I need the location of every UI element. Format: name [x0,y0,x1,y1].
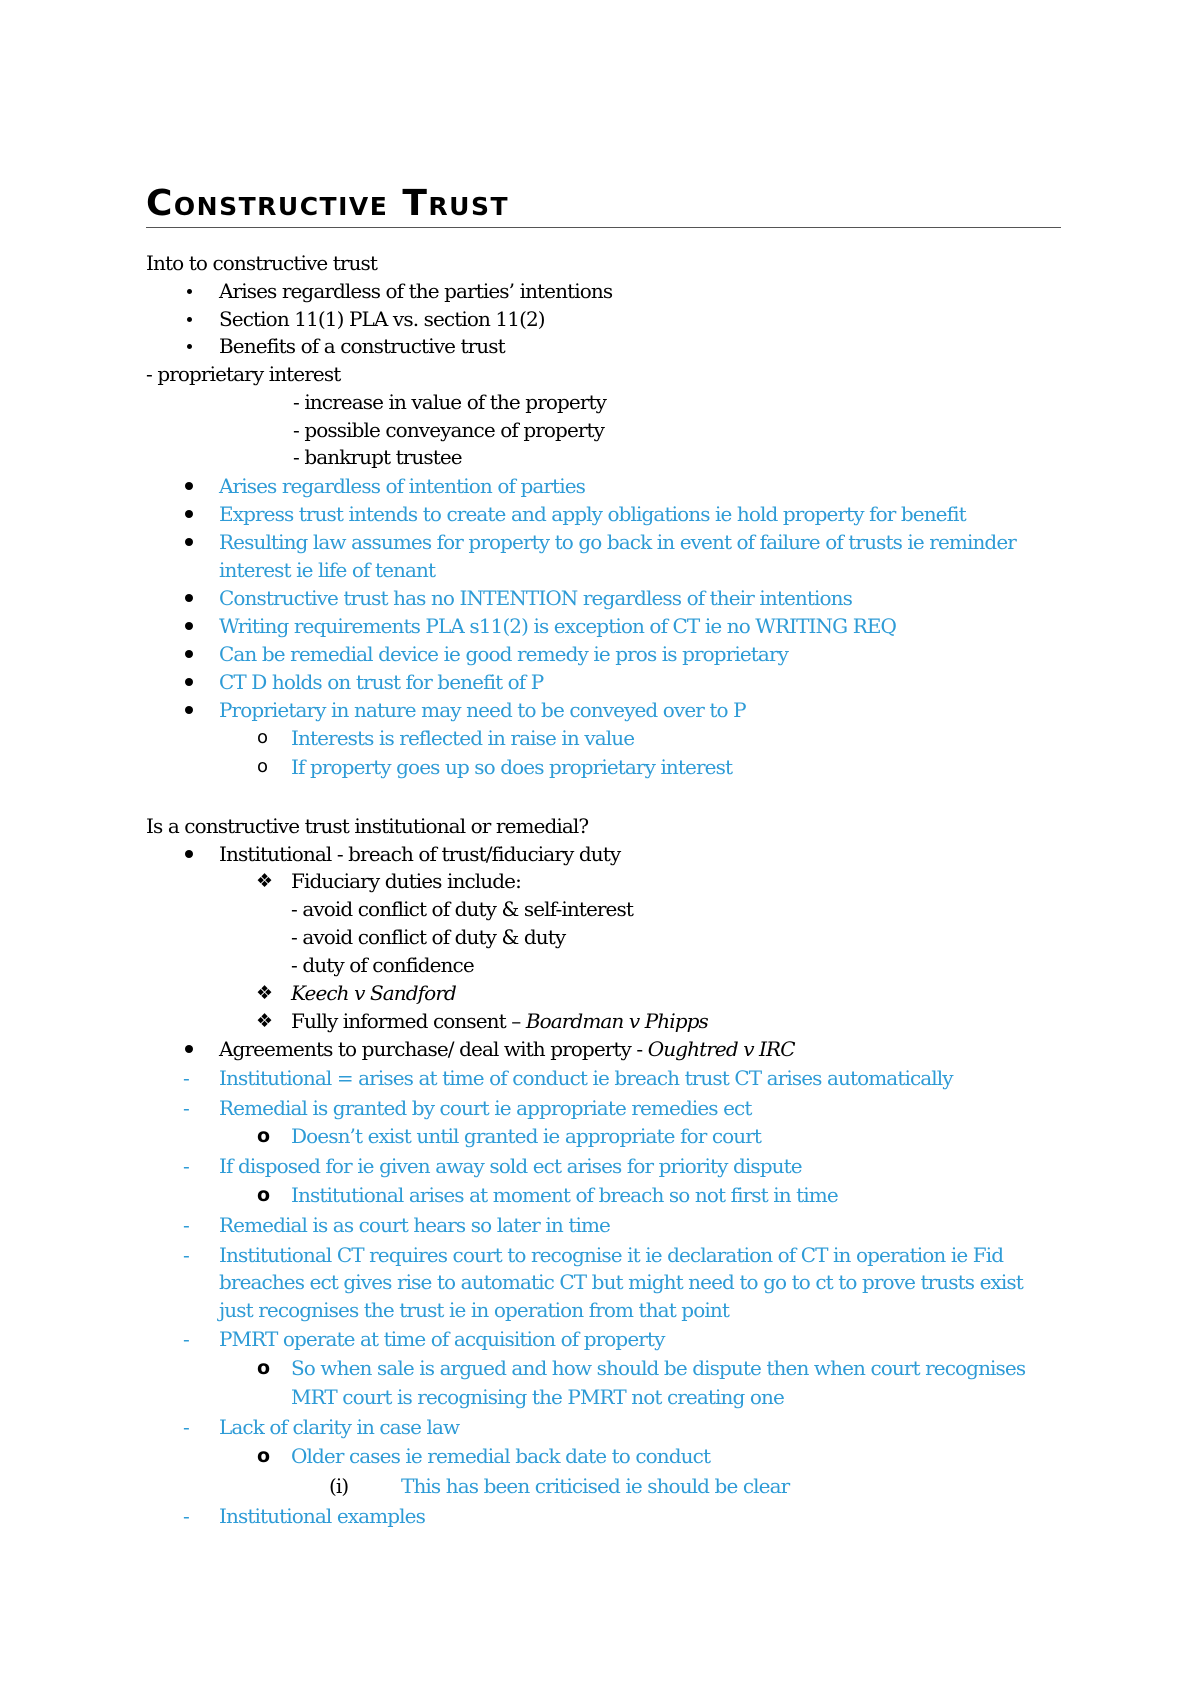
bullet-icon [185,538,193,546]
bullet-icon [185,622,193,630]
bullet-icon [187,317,192,322]
bullet-icon [185,678,193,686]
bullet-icon [185,1045,193,1053]
bullet-icon [185,510,193,518]
circle-bullet-icon: o [257,1357,270,1379]
case-name: Keech v Sandford [291,981,456,1005]
dash-bullet-icon: - [183,1415,189,1439]
dash-bullet-icon: - [183,1504,189,1528]
diamond-bullet-icon: ❖ [256,870,273,892]
bullet-icon [185,594,193,602]
dash-bullet-icon: - [183,1243,189,1267]
case-name: Oughtred v IRC [647,1037,795,1061]
page-title: Constructive Trust [146,183,510,224]
circle-bullet-icon: o [257,1445,270,1467]
case-name: Boardman v Phipps [525,1009,708,1033]
title-underline [146,227,1061,228]
circle-bullet-icon: o [257,1125,270,1147]
dash-bullet-icon: - [183,1327,189,1351]
circle-bullet-icon: o [257,727,268,748]
roman-numeral: (i) [329,1474,349,1498]
dash-bullet-icon: - [183,1096,189,1120]
bullet-icon [185,850,193,858]
dash-bullet-icon: - [183,1213,189,1237]
bullet-icon [185,482,193,490]
bullet-icon [187,289,192,294]
dash-bullet-icon: - [183,1154,189,1178]
document-page: Constructive Trust Into to constructive trust Arises regardless of the parties’ intentions Section 11(1) PLA vs. section 11(2) Benefits of a constructive trust - proprietary interest - increase in value of the property - possible conveyance of property - bankrupt trustee Arises regardless of intention of parties Express trust intends to create and apply obligations ie hold property for benefit Resulting law assumes for property to go back in event of failure of trusts ie reminder interest ie life of tenant Constructive trust has no INTENTION regardless of their intentions Writing requirements PLA s11(2) is exception of CT ie no WRITING REQ Can be remedial device ie good remedy ie pros is proprietary CT D holds on trust for benefit of P Proprietary in nature may need to be conveyed over to P o Interests is reflected in raise in value o If property goes up so does proprietary interest Is a constructive trust institutional or remedial? Institutional - breach of trust/fiduciary duty ❖ Fiduciary duties include: - avoid conflict of duty & self-interest - avoid conflict of duty & duty - duty of confidence ❖ Keech v Sandford ❖ Fully informed consent – Boardman v Phipps Agreements to purchase/ deal with property - Oughtred v IRC - Institutional = arises at time of conduct ie breach trust CT arises automatically - Remedial is granted by court ie appropriate remedies ect o Doesn’t exist until granted ie appropriate for court - If disposed for ie given away sold ect arises for priority dispute o Institutional arises at moment of breach so not first in time - Remedial is as court hears so later in time - Institutional CT requires court to recognise it ie declaration of CT in operation ie Fid breaches ect gives rise to automatic CT but might need to go to ct to prove trusts exist just recognises the trust ie in operation from that point - PMRT operate at time of acquisition of property o So when sale is argued and how should be dispute then when court recognises MRT court is recognising the PMRT not creating one - Lack of clarity in case law o Older cases ie remedial back date to conduct (i) This has been criticised ie should be clear - Institutional examples [0,0,1200,1698]
circle-bullet-icon: o [257,1184,270,1206]
bullet-icon [187,344,192,349]
dash-bullet-icon: - [183,1066,189,1090]
diamond-bullet-icon: ❖ [256,982,273,1004]
bullet-icon [185,706,193,714]
circle-bullet-icon: o [257,756,268,777]
bullet-icon [185,650,193,658]
diamond-bullet-icon: ❖ [256,1010,273,1032]
